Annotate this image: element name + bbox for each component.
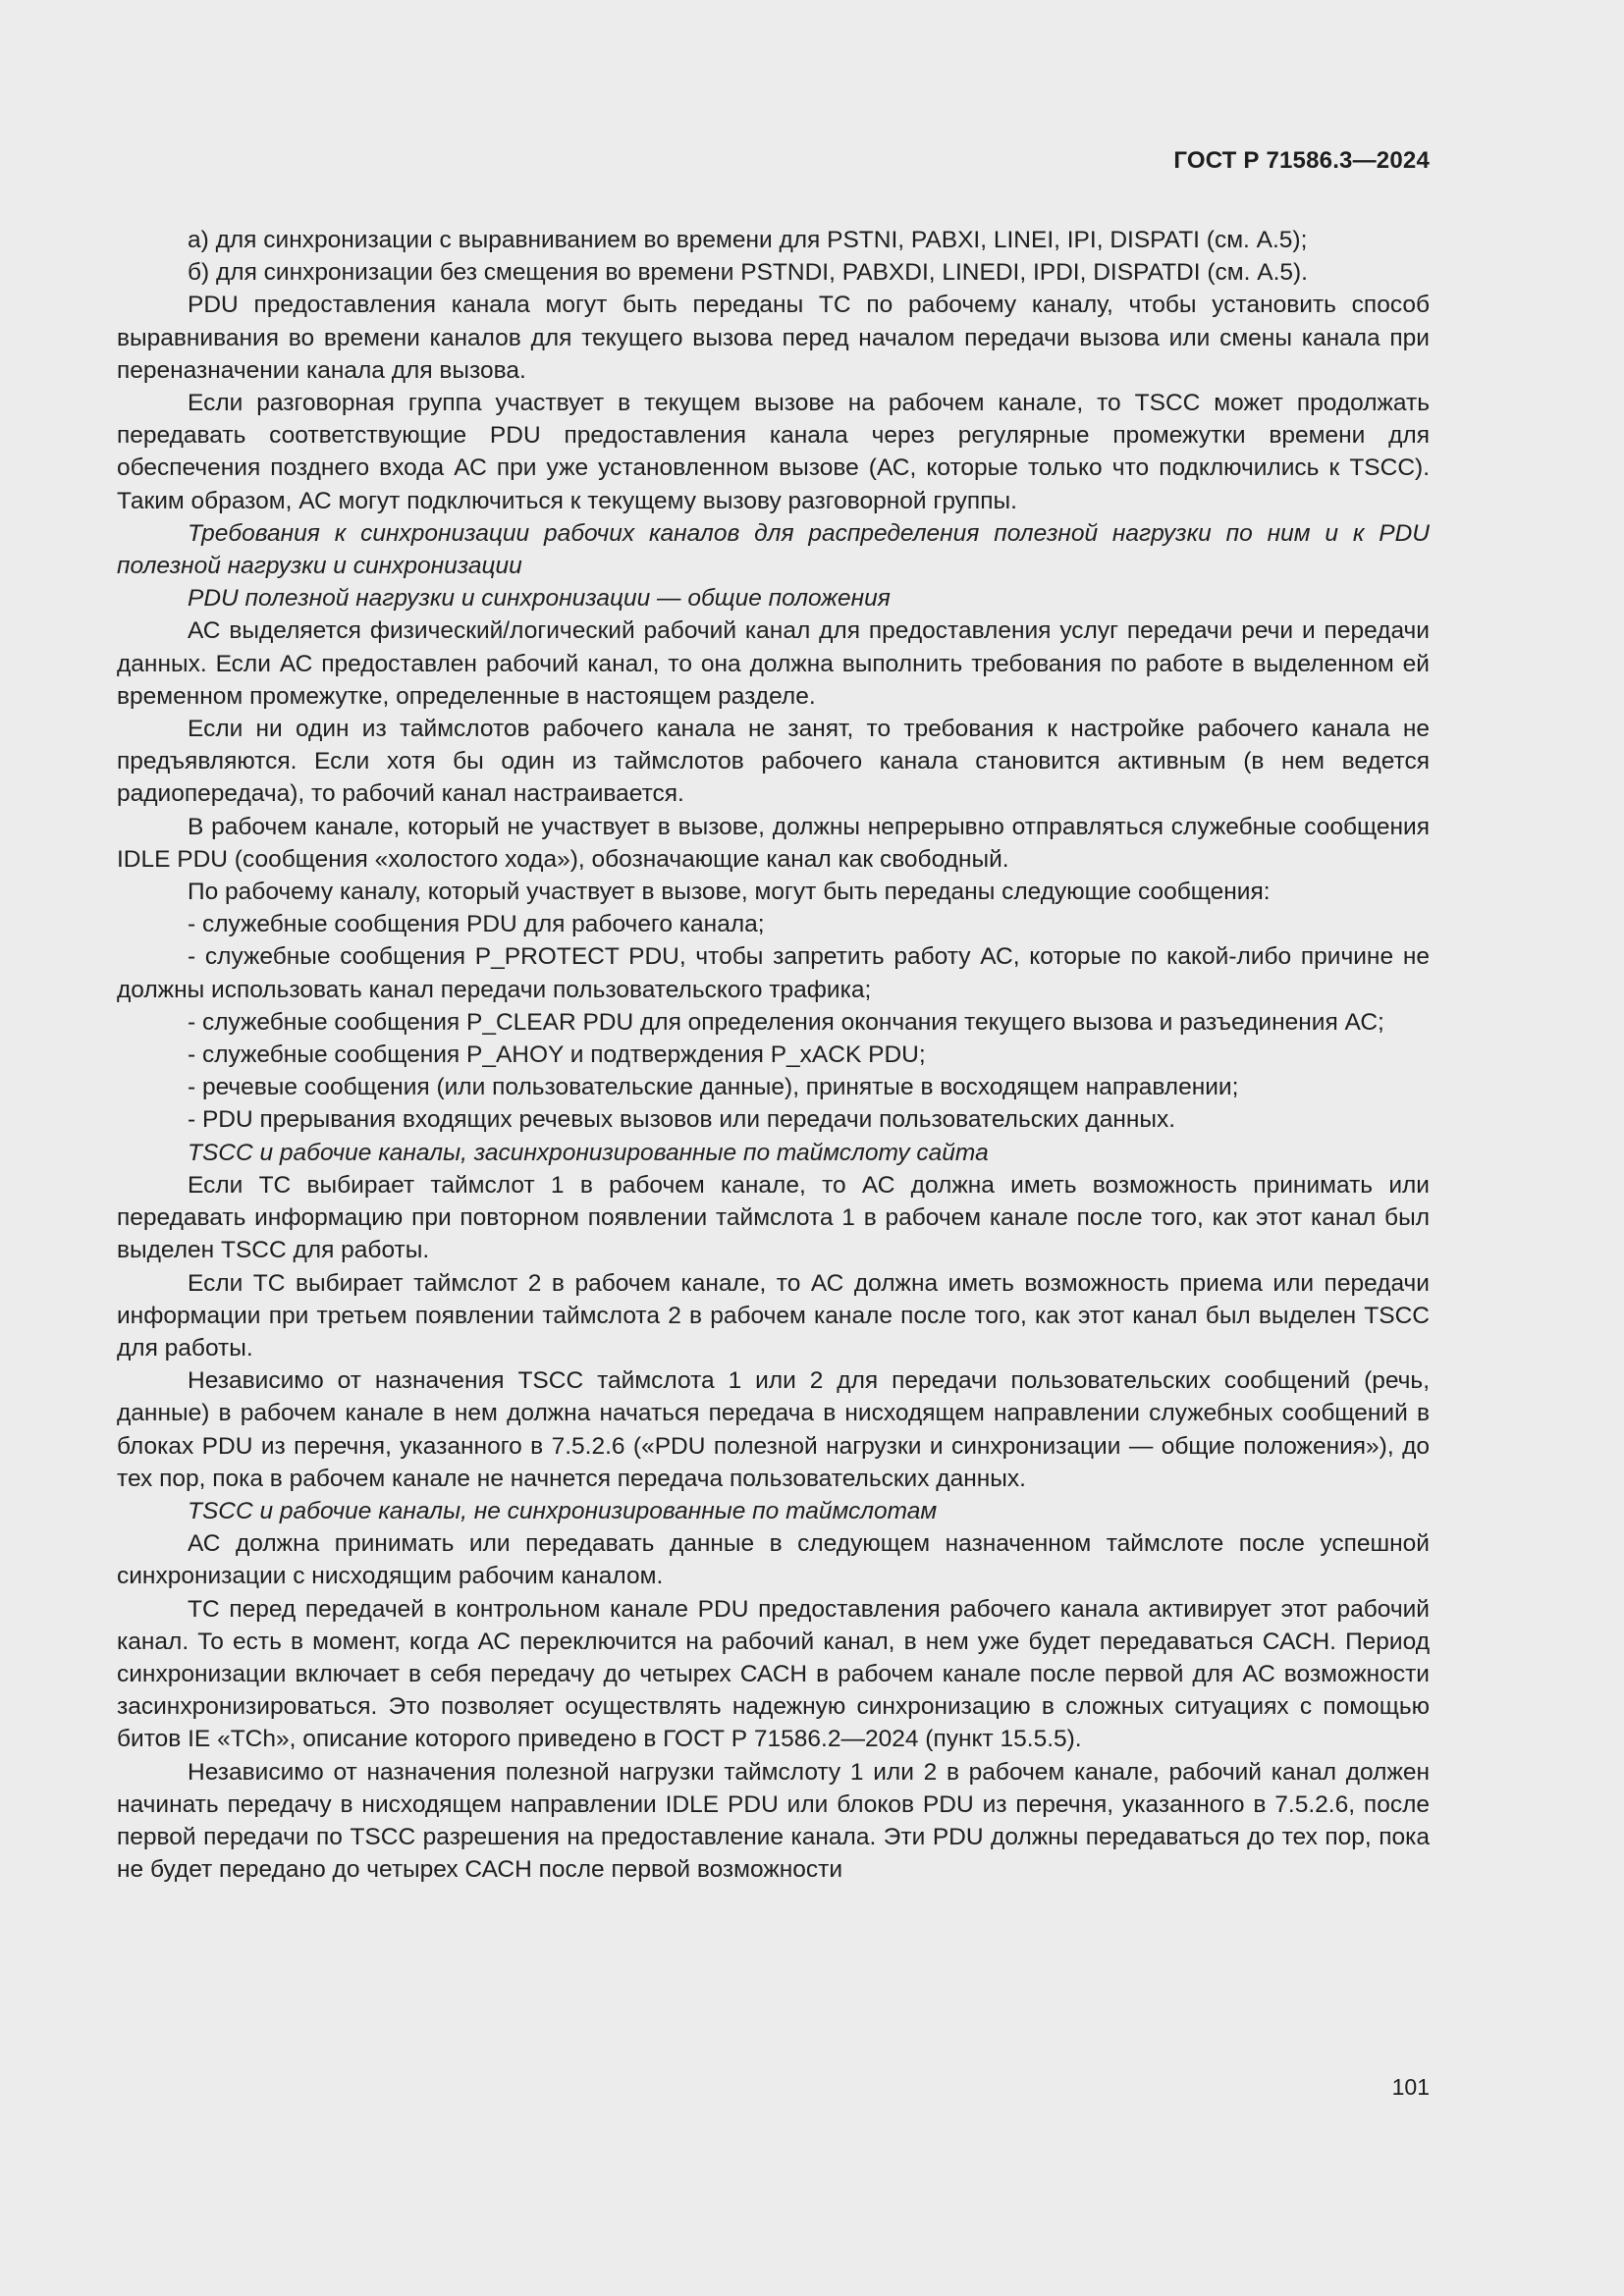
section-heading: TSCC и рабочие каналы, засинхронизированные по таймслоту сайта <box>188 1139 989 1166</box>
section-heading: TSCC и рабочие каналы, не синхронизированные по таймслотам <box>188 1497 938 1524</box>
paragraph: а) для синхронизации с выравниванием во времени для PSTNI, PABXI, LINEI, IPI, DISPATI (см. А.5); <box>188 227 1308 253</box>
paragraph: - речевые сообщения (или пользовательские данные), принятые в восходящем направлении; <box>188 1074 1239 1101</box>
paragraph: Если разговорная группа участвует в текущем вызове на рабочем канале, то TSCC может продолжать передавать соответствующие PDU предоставления канала через регулярные промежутки времени для обеспечения позднего входа АС при уже установленном вызове (АС, которые только что подключились к TSCC). Таким образом, АС могут подключиться к текущему вызову разговорной группы. <box>117 390 1430 514</box>
paragraph: Независимо от назначения полезной нагрузки таймслоту 1 или 2 в рабочем канале, рабочий канал должен начинать передачу в нисходящем направлении IDLE PDU или блоков PDU из перечня, указанного в 7.5.2.6, после первой передачи по TSCC разрешения на предоставление канала. Эти PDU должны передаваться до тех пор, пока не будет передано до четырех САСН после первой возможности <box>117 1758 1430 1884</box>
section-heading: Требования к синхронизации рабочих каналов для распределения полезной нагрузки по ним и к PDU полезной нагрузки и синхронизации <box>117 519 1430 580</box>
paragraph: - PDU прерывания входящих речевых вызовов или передачи пользовательских данных. <box>188 1106 1176 1134</box>
paragraph: Независимо от назначения TSCC таймслота 1 или 2 для передачи пользовательских сообщений (речь, данные) в рабочем канале в нем должна начаться передача в нисходящем направлении служебных сообщений в блоках PDU из перечня, указанного в 7.5.2.6 («PDU полезной нагрузки и синхронизации — общие положения»), до тех пор, пока в рабочем канале не начнется передача пользовательских данных. <box>117 1367 1430 1492</box>
paragraph: - служебные сообщения P_CLEAR PDU для определения окончания текущего вызова и разъединения АС; <box>188 1008 1384 1036</box>
paragraph: В рабочем канале, который не участвует в вызове, должны непрерывно отправляться служебные сообщения IDLE PDU (сообщения «холостого хода»), обозначающие канал как свободный. <box>117 813 1430 873</box>
document-header: ГОСТ Р 71586.3—2024 <box>1173 147 1430 174</box>
paragraph: PDU предоставления канала могут быть переданы ТС по рабочему каналу, чтобы установить способ выравнивания во времени каналов для текущего вызова перед началом передачи вызова или смены канала при переназначении канала для вызова. <box>117 292 1430 384</box>
paragraph: Если ТС выбирает таймслот 2 в рабочем канале, то АС должна иметь возможность приема или передачи информации при третьем появлении таймслота 2 в рабочем канале после того, как этот канал был выделен TSCC для работы. <box>117 1269 1430 1362</box>
paragraph: - служебные сообщения P_AHOY и подтверждения P_xACK PDU; <box>188 1041 926 1069</box>
paragraph: - служебные сообщения P_PROTECT PDU, чтобы запретить работу АС, которые по какой-либо причине не должны использовать канал передачи пользовательского трафика; <box>117 943 1430 1003</box>
paragraph: По рабочему каналу, который участвует в вызове, могут быть переданы следующие сообщения: <box>188 879 1271 906</box>
paragraph: Если ни один из таймслотов рабочего канала не занят, то требования к настройке рабочего канала не предъявляются. Если хотя бы один из таймслотов рабочего канала становится активным (в нем ведется радиопередача), то рабочий канал настраивается. <box>117 716 1430 808</box>
paragraph: б) для синхронизации без смещения во времени PSTNDI, PABXDI, LINEDI, IPDI, DISPATDI (см. А.5). <box>188 259 1308 287</box>
page-number: 101 <box>1391 2074 1430 2100</box>
paragraph: - служебные сообщения PDU для рабочего канала; <box>188 911 765 938</box>
paragraph: ТС перед передачей в контрольном канале PDU предоставления рабочего канала активирует этот рабочий канал. То есть в момент, когда АС переключится на рабочий канал, в нем уже будет передаваться САСН. Период синхронизации включает в себя передачу до четырех САСН в рабочем канале после первой для АС возможности засинхронизироваться. Это позволяет осуществлять надежную синхронизацию в сложных ситуациях с помощью битов IE «TCh», описание которого приведено в ГОСТ Р 71586.2—2024 (пункт 15.5.5). <box>117 1595 1430 1753</box>
paragraph: Если ТС выбирает таймслот 1 в рабочем канале, то АС должна иметь возможность принимать или передавать информацию при повторном появлении таймслота 1 в рабочем канале после того, как этот канал был выделен TSCC для работы. <box>117 1171 1430 1264</box>
document-body <box>117 224 1430 1886</box>
paragraph: АС выделяется физический/логический рабочий канал для предоставления услуг передачи речи и передачи данных. Если АС предоставлен рабочий канал, то она должна выполнить требования по работе в выделенном ей временном промежутке, определенные в настоящем разделе. <box>117 617 1430 710</box>
section-heading: PDU полезной нагрузки и синхронизации — общие положения <box>188 585 891 613</box>
paragraph: АС должна принимать или передавать данные в следующем назначенном таймслоте после успешной синхронизации с нисходящим рабочим каналом. <box>117 1530 1430 1590</box>
